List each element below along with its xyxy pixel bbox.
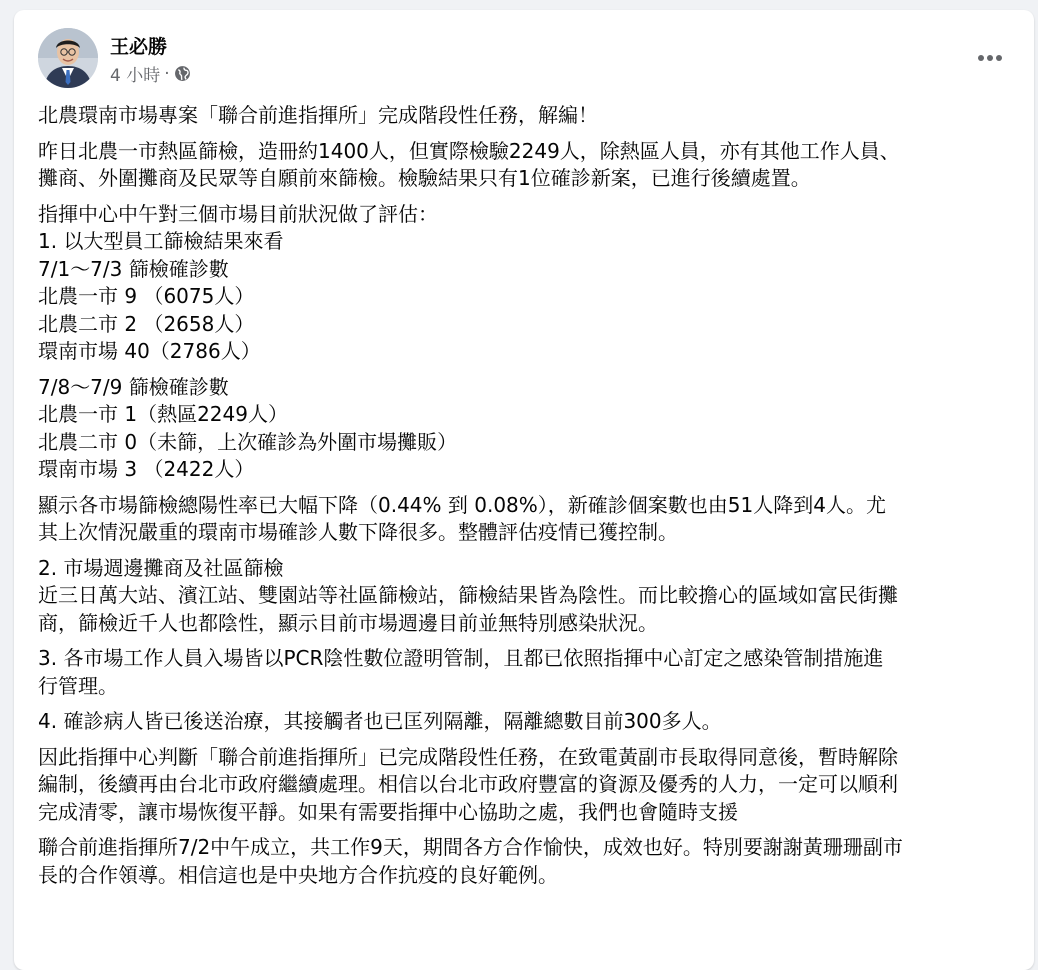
post-paragraph <box>38 492 1023 547</box>
post-meta <box>110 61 191 86</box>
post-text-line: 環南市場 40（2786人） <box>38 339 261 363</box>
post-text-line: 北農環南市場專案「聯合前進指揮所」完成階段性任務，解編！ <box>38 103 598 127</box>
post-text-line: 7/1～7/3 篩檢確診數 <box>38 256 229 281</box>
author-name[interactable]: 王必勝 <box>110 36 168 58</box>
post-text-line: 因此指揮中心判斷「聯合前進指揮所」已完成階段性任務，在致電黃副市長取得同意後，暫時解除 <box>38 744 898 769</box>
post-text-line: 指揮中心中午對三個市場目前狀況做了評估： <box>38 201 438 226</box>
post-paragraph <box>38 374 1023 484</box>
post-text-line: 商，篩檢近千人也都陰性，顯示目前市場週邊目前並無特別感染狀況。 <box>38 610 658 635</box>
post-text-line: 北農一市 1（熱區2249人） <box>38 402 288 426</box>
post-text-line: 其上次情況嚴重的環南市場確診人數下降很多。整體評估疫情已獲控制。 <box>38 520 678 544</box>
post-paragraph <box>38 201 1023 366</box>
post-header <box>38 28 1008 88</box>
post-text-line: 長的合作領導。相信這也是中央地方合作抗疫的良好範例。 <box>38 862 558 887</box>
post-text-line: 7/8～7/9 篩檢確診數 <box>38 374 229 399</box>
post-card <box>14 10 1034 970</box>
post-paragraph <box>38 138 1023 193</box>
post-text-line: 聯合前進指揮所7/2中午成立，共工作9天，期間各方合作愉快，成效也好。特別要謝謝黃珊珊副市 <box>38 835 903 859</box>
post-body <box>38 102 1023 897</box>
post-text-line: 北農一市 9 （6075人） <box>38 284 255 308</box>
author-avatar[interactable] <box>38 28 98 88</box>
post-text-line: 完成清零，讓市場恢復平靜。如果有需要指揮中心協助之處，我們也會隨時支援 <box>38 799 738 824</box>
more-options-button[interactable] <box>972 40 1008 76</box>
post-text-line: 攤商、外圍攤商及民眾等自願前來篩檢。檢驗結果只有1位確診新案，已進行後續處置。 <box>38 166 811 190</box>
post-text-line: 4. 確診病人皆已後送治療，其接觸者也已匡列隔離，隔離總數目前300多人。 <box>38 709 722 733</box>
post-paragraph <box>38 834 1023 889</box>
post-paragraph <box>38 555 1023 638</box>
meta-separator: · <box>164 63 170 84</box>
post-paragraph <box>38 645 1023 700</box>
more-horizontal-icon <box>977 54 1003 62</box>
post-text-line: 北農二市 0（未篩，上次確診為外圍市場攤販） <box>38 429 458 454</box>
post-text-line: 1. 以大型員工篩檢結果來看 <box>38 229 284 253</box>
post-text-line: 環南市場 3 （2422人） <box>38 457 255 481</box>
post-text-line: 近三日萬大站、濱江站、雙園站等社區篩檢站，篩檢結果皆為陰性。而比較擔心的區域如富民街攤 <box>38 583 898 607</box>
globe-icon[interactable] <box>174 65 191 82</box>
post-text-line: 顯示各市場篩檢總陽性率已大幅下降（0.44% 到 0.08%），新確診個案數也由51人降到4人。尤 <box>38 492 886 517</box>
post-text-line: 編制，後續再由台北市政府繼續處理。相信以台北市政府豐富的資源及優秀的人力，一定可以順利 <box>38 772 898 796</box>
post-time[interactable]: 4 小時 <box>110 66 161 86</box>
post-paragraph <box>38 102 1023 130</box>
post-paragraph <box>38 708 1023 736</box>
avatar-image <box>38 28 98 88</box>
post-text-line: 北農二市 2 （2658人） <box>38 311 255 336</box>
post-text-line: 昨日北農一市熱區篩檢，造冊約1400人，但實際檢驗2249人，除熱區人員，亦有其他工作人員、 <box>38 138 900 163</box>
post-text-line: 行管理。 <box>38 673 118 698</box>
post-text-line: 2. 市場週邊攤商及社區篩檢 <box>38 555 284 580</box>
post-text-line: 3. 各市場工作人員入場皆以PCR陰性數位證明管制，且都已依照指揮中心訂定之感染管制措施進 <box>38 646 884 670</box>
post-paragraph <box>38 744 1023 827</box>
